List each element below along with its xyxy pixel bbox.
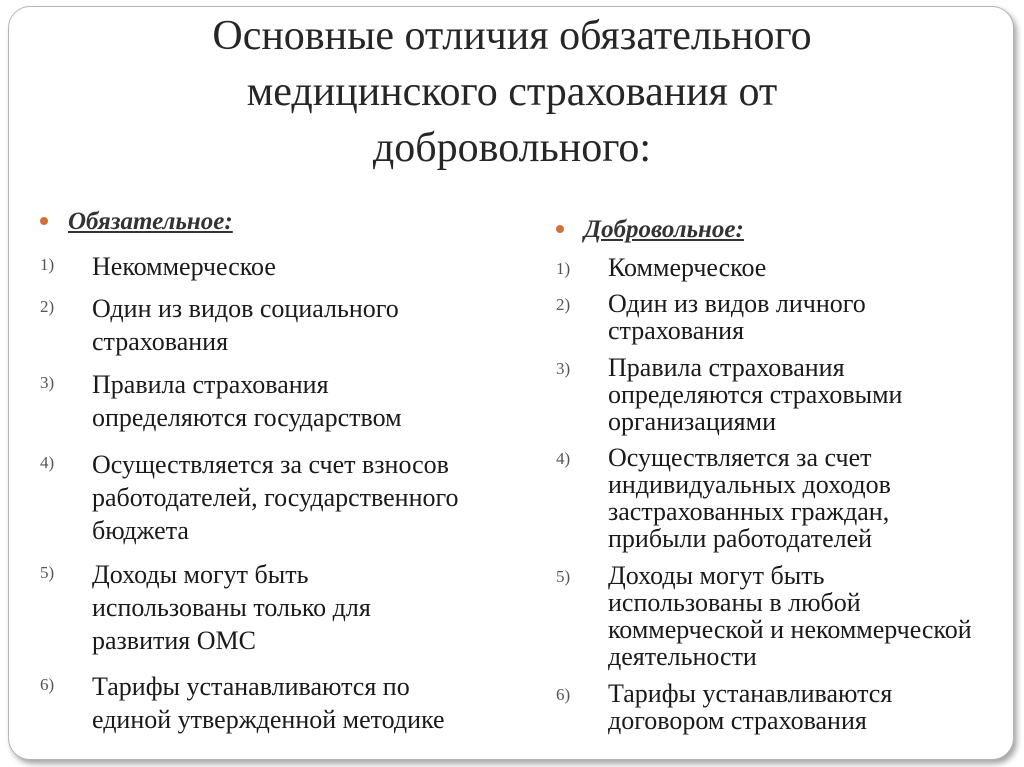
item-text xyxy=(92,558,371,657)
item-line: Тарифы устанавливаются по xyxy=(92,672,410,701)
item-line: определяются государством xyxy=(92,403,402,432)
bullet-icon xyxy=(556,225,564,233)
mandatory-item-3 xyxy=(40,368,402,434)
item-number: 3) xyxy=(40,373,55,392)
item-number: 1) xyxy=(40,255,55,274)
item-line: страхования xyxy=(608,316,745,345)
voluntary-item-3 xyxy=(556,354,902,435)
item-line: Один из видов социального xyxy=(92,294,399,323)
mandatory-heading-label: Обязательное: xyxy=(68,208,233,235)
item-line: прибыли работодателей xyxy=(608,524,873,553)
item-text xyxy=(608,562,972,670)
voluntary-item-4 xyxy=(556,444,891,552)
item-line: Один из видов личного xyxy=(608,289,866,318)
title-line-2: медицинского страхования от xyxy=(246,69,778,115)
item-text xyxy=(608,680,892,734)
item-line: страхования xyxy=(92,327,229,356)
item-number: 2) xyxy=(556,295,571,314)
title-line-3: добровольного: xyxy=(372,125,652,171)
item-text xyxy=(608,290,866,344)
item-line: развития ОМС xyxy=(92,626,256,655)
item-text xyxy=(92,368,402,434)
mandatory-item-1 xyxy=(40,250,276,283)
bullet-icon xyxy=(40,217,48,225)
item-line: деятельности xyxy=(608,642,757,671)
title-line-1: Основные отличия обязательного xyxy=(212,13,812,59)
item-line: застрахованных граждан, xyxy=(608,497,890,526)
item-number: 4) xyxy=(556,449,571,468)
item-line: определяются страховыми xyxy=(608,380,903,409)
item-text xyxy=(92,448,459,547)
item-text xyxy=(92,250,276,283)
item-number: 5) xyxy=(556,567,571,586)
item-line: Тарифы устанавливаются xyxy=(608,679,893,708)
item-number: 2) xyxy=(40,297,55,316)
voluntary-heading-label: Добровольное: xyxy=(584,216,744,243)
item-line: Доходы могут быть xyxy=(608,561,825,590)
voluntary-heading xyxy=(556,216,744,244)
mandatory-item-5 xyxy=(40,558,371,657)
item-number: 4) xyxy=(40,453,55,472)
voluntary-item-2 xyxy=(556,290,866,344)
voluntary-item-1 xyxy=(556,254,766,281)
item-line: Доходы могут быть xyxy=(92,560,309,589)
item-number: 1) xyxy=(556,259,571,278)
item-line: коммерческой и некоммерческой xyxy=(608,615,972,644)
item-line: использованы только для xyxy=(92,593,371,622)
item-line: Осуществляется за счет xyxy=(608,443,872,472)
item-line: Осуществляется за счет взносов xyxy=(92,450,449,479)
item-number: 6) xyxy=(556,685,571,704)
item-number: 5) xyxy=(40,563,55,582)
item-text xyxy=(608,354,902,435)
item-line: использованы в любой xyxy=(608,588,861,617)
item-text xyxy=(608,444,891,552)
mandatory-item-2 xyxy=(40,292,399,358)
item-text xyxy=(92,292,399,358)
slide-title xyxy=(0,8,1024,176)
item-line: Некоммерческое xyxy=(92,252,276,281)
voluntary-item-6 xyxy=(556,680,892,734)
item-number: 3) xyxy=(556,359,571,378)
voluntary-item-5 xyxy=(556,562,972,670)
item-line: индивидуальных доходов xyxy=(608,470,891,499)
item-line: Коммерческое xyxy=(608,253,767,282)
item-line: Правила страхования xyxy=(92,370,329,399)
item-text xyxy=(608,254,766,281)
item-line: организациями xyxy=(608,407,776,436)
mandatory-item-6 xyxy=(40,670,445,736)
mandatory-heading xyxy=(40,208,233,236)
item-line: единой утвержденной методике xyxy=(92,705,445,734)
item-text xyxy=(92,670,445,736)
item-line: договором страхования xyxy=(608,706,867,735)
item-number: 6) xyxy=(40,675,55,694)
item-line: работодателей, государственного xyxy=(92,483,459,512)
mandatory-item-4 xyxy=(40,448,459,547)
item-line: Правила страхования xyxy=(608,353,845,382)
item-line: бюджета xyxy=(92,516,189,545)
